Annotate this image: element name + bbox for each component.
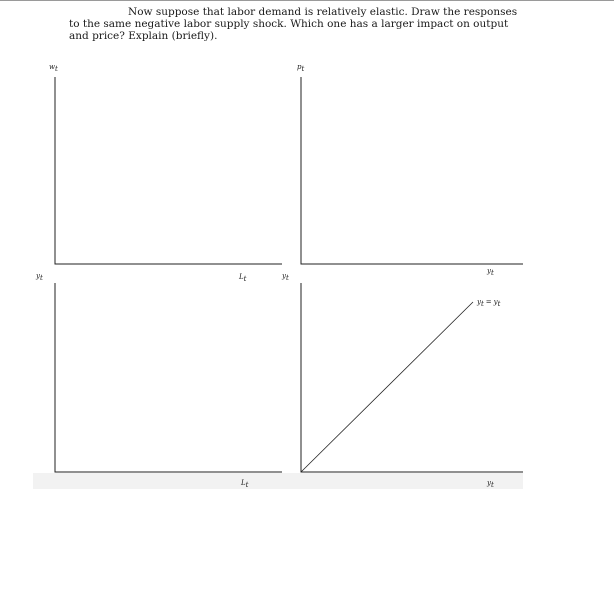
axes-output-output: [301, 283, 523, 472]
x-axis-label-output-top: yt: [487, 267, 494, 277]
axes-price-output: [301, 77, 523, 264]
panel-output-labor: [35, 272, 282, 489]
x-axis-label-labor-bottom: Lt: [241, 479, 249, 489]
forty-five-degree-line: [301, 302, 473, 472]
y-axis-label-price: pt: [297, 63, 305, 73]
panel-wage-labor: [49, 63, 282, 283]
y-axis-label-output-right: yt: [282, 272, 289, 282]
y-axis-label-wage: wt: [49, 63, 58, 73]
problem-line-2: to the same negative labor supply shock. Which one has a larger impact on output: [69, 18, 509, 31]
axes-wage-labor: [55, 77, 282, 264]
problem-line-3: and price? Explain (briefly).: [69, 30, 218, 43]
top-rule: [0, 0, 614, 1]
line-label-equality: yt = yt: [477, 298, 501, 308]
problem-text: [69, 6, 518, 43]
y-axis-label-output-left: yt: [36, 272, 43, 282]
four-quadrant-figure: [33, 57, 523, 489]
panel-output-output: [281, 272, 523, 489]
axes-output-labor: [55, 283, 282, 472]
x-axis-label-output-bottom: yt: [487, 479, 494, 489]
x-axis-label-labor: Lt: [239, 273, 247, 283]
panel-price-output: [297, 63, 523, 277]
problem-line-1: Now suppose that labor demand is relatively elastic. Draw the responses: [128, 6, 518, 18]
